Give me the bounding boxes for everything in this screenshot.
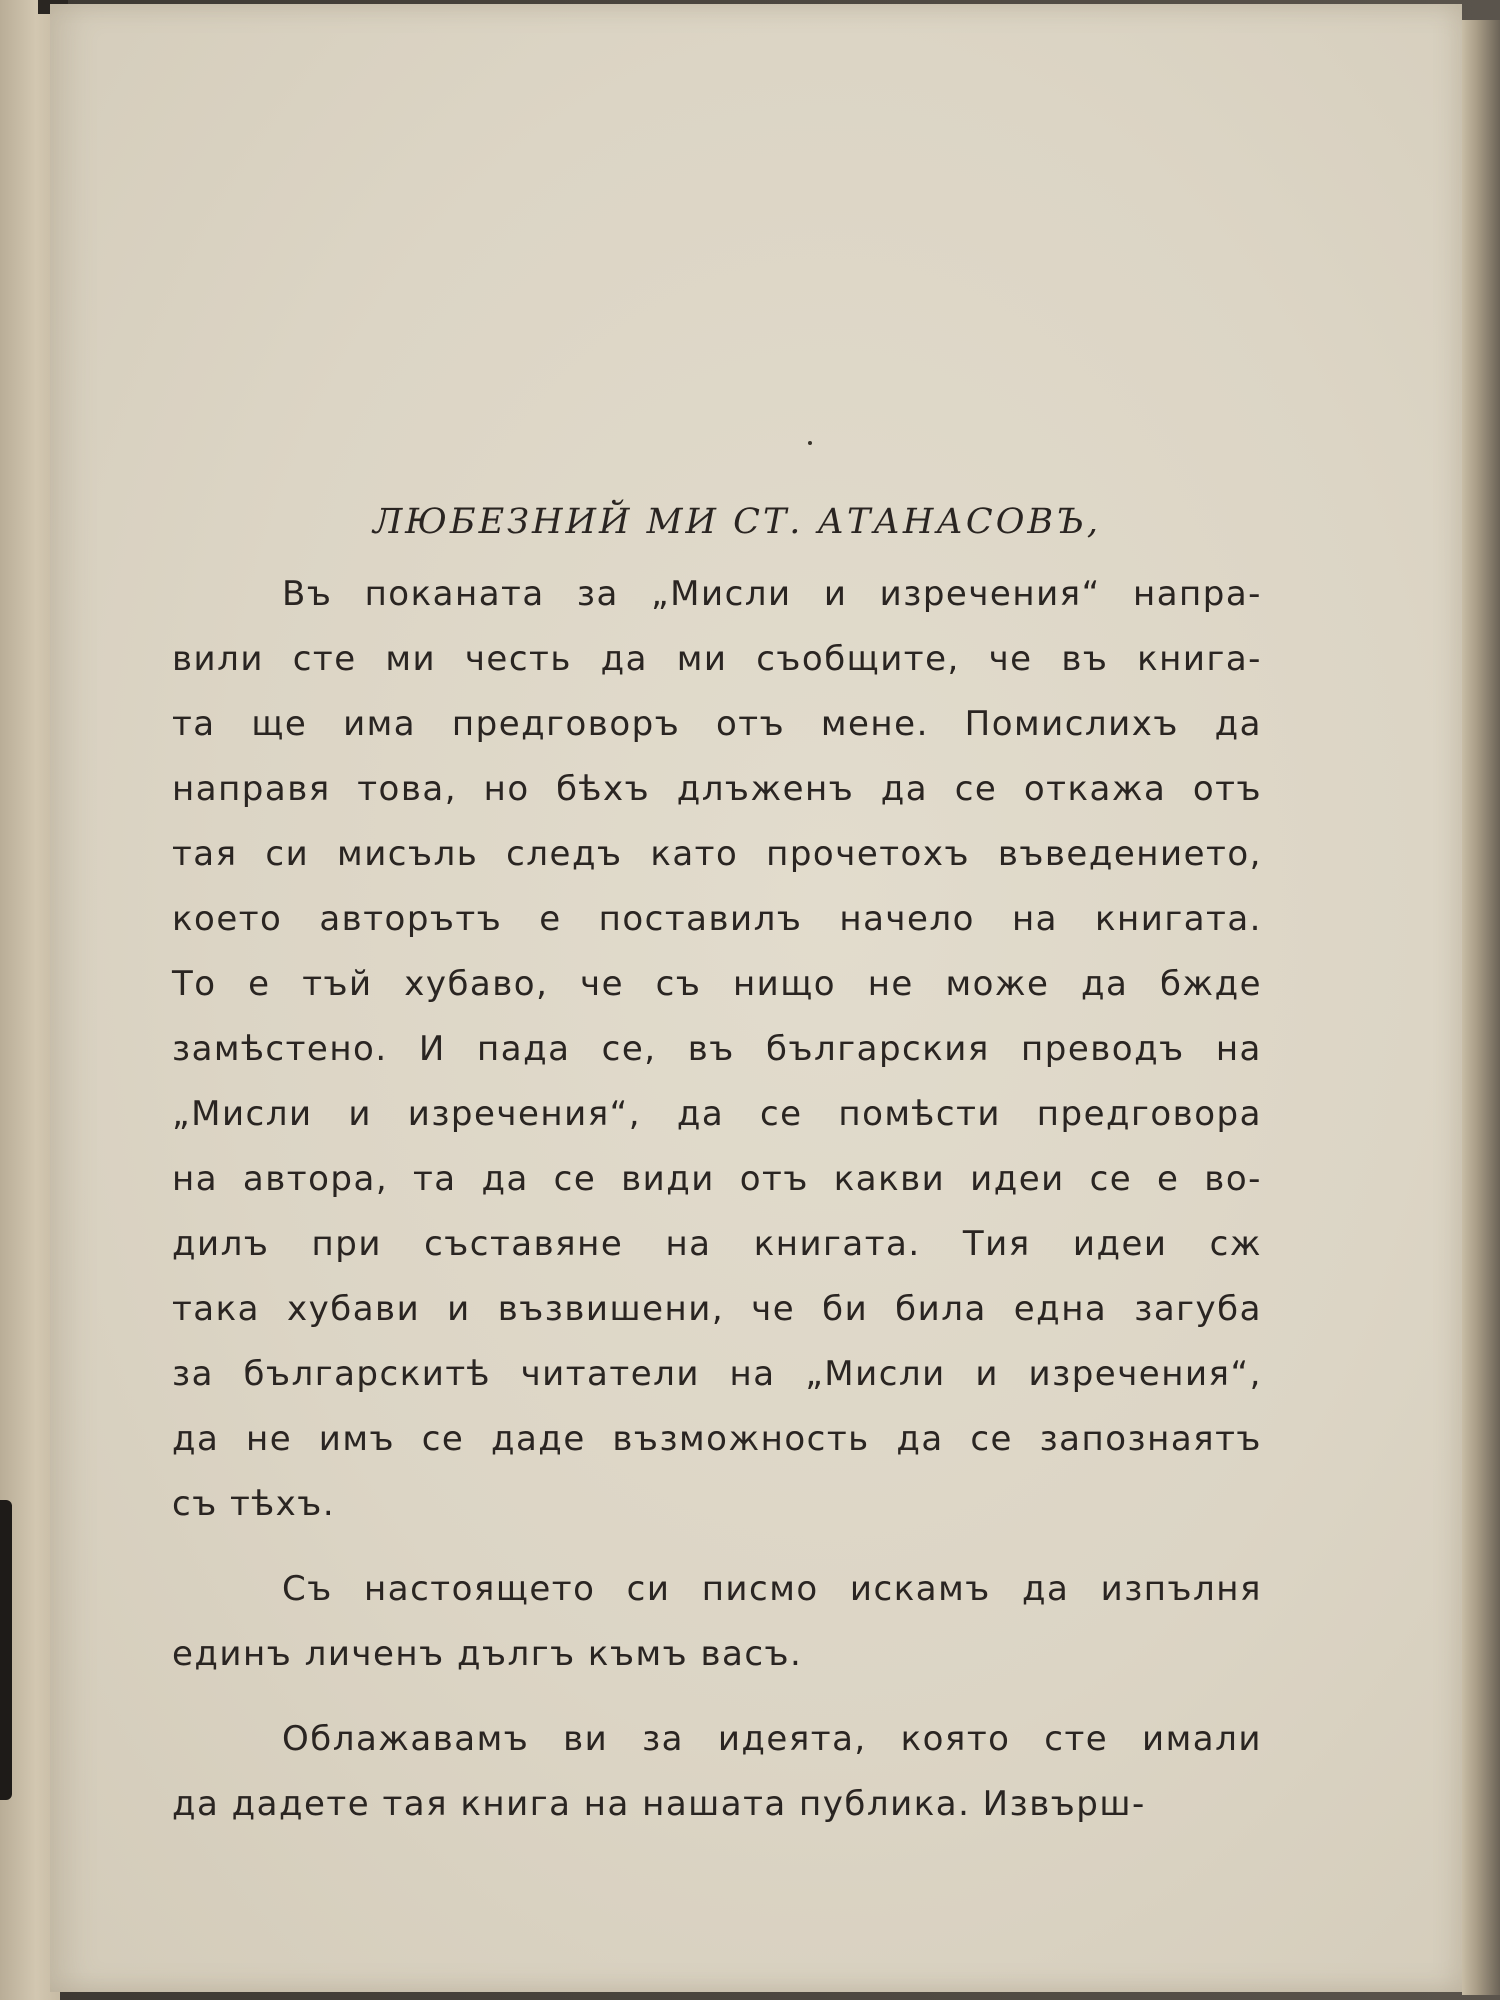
letter-text (172, 500, 1262, 1837)
text-line: направя това, но бѣхъ длъженъ да се откажа отъ (172, 769, 1262, 809)
text-line: замѣстено. И пада се, въ българския преводъ на (172, 1029, 1262, 1069)
text-line: Въ поканата за „Мисли и изречения“ напра- (282, 574, 1262, 614)
text-line: на автора, та да се види отъ какви идеи се е во- (172, 1159, 1262, 1199)
text-line: съ тѣхъ. (172, 1484, 336, 1524)
text-line: единъ личенъ дългъ къмъ васъ. (172, 1634, 803, 1674)
ink-speck (808, 441, 812, 445)
text-line: тая си мисъль следъ като прочетохъ въведението, (172, 834, 1262, 874)
paragraph-gap (172, 1537, 1262, 1557)
paragraph (172, 1707, 1262, 1837)
text-line: за българскитѣ читатели на „Мисли и изречения“, (172, 1354, 1262, 1394)
text-line: така хубави и възвишени, че би била една загуба (172, 1289, 1262, 1329)
text-line: То е тъй хубаво, че съ нищо не може да бжде (172, 964, 1262, 1004)
right-page-edges (1462, 20, 1500, 1995)
salutation: ЛЮБЕЗНИЙ МИ СТ. АТАНАСОВЪ, (372, 502, 1102, 542)
text-line: Съ настоящето си писмо искамъ да изпълня (282, 1569, 1262, 1609)
text-line: дилъ при съставяне на книгата. Тия идеи сж (172, 1224, 1262, 1264)
paragraph (172, 562, 1262, 1537)
text-line: да не имъ се даде възможность да се запознаятъ (172, 1419, 1262, 1459)
text-line: „Мисли и изречения“, да се помѣсти предговора (172, 1094, 1262, 1134)
text-line: което авторътъ е поставилъ начело на книгата. (172, 899, 1262, 939)
paragraph (172, 1557, 1262, 1687)
binding-shadow (0, 1500, 12, 1800)
paragraph-gap (172, 1687, 1262, 1707)
text-line: да дадете тая книга на нашата публика. Извърш- (172, 1784, 1146, 1824)
text-line: та ще има предговоръ отъ мене. Помислихъ да (172, 704, 1262, 744)
paragraphs (172, 562, 1262, 1837)
text-line: вили сте ми честь да ми съобщите, че въ книга- (172, 639, 1262, 679)
text-line: Облажавамъ ви за идеята, която сте имали (282, 1719, 1262, 1759)
